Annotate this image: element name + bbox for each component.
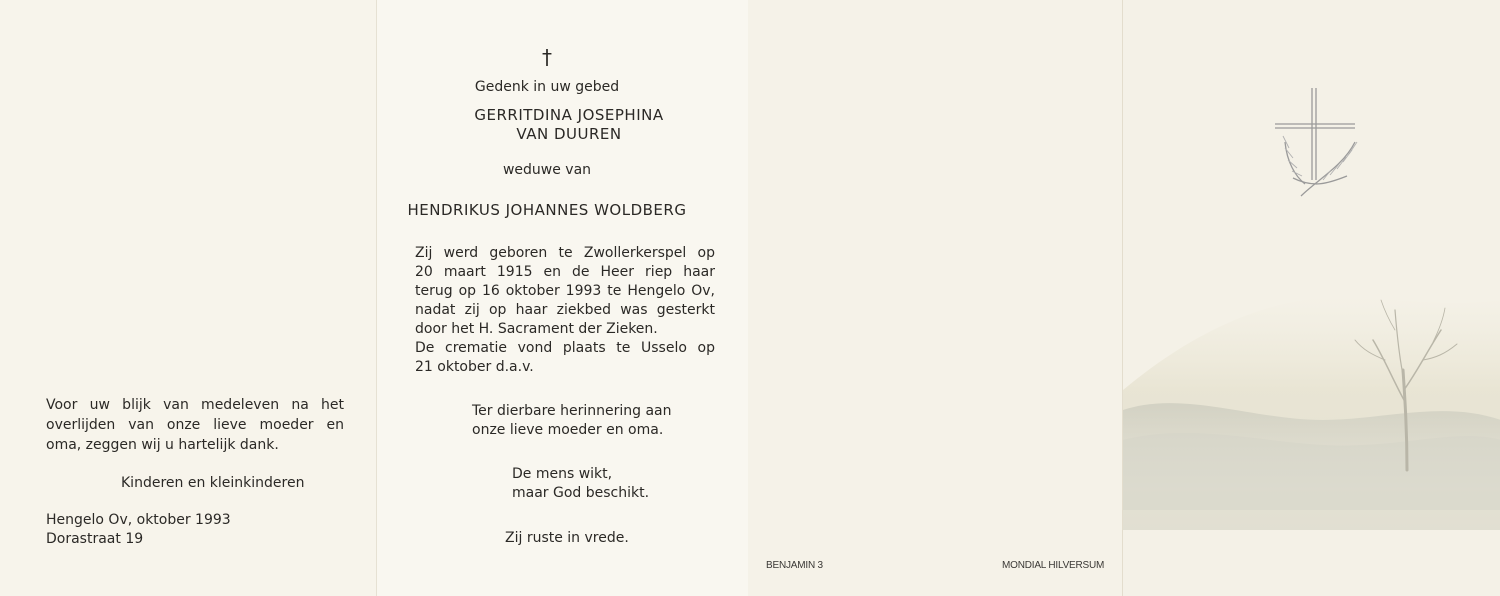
signed-by: Kinderen en kleinkinderen [121, 475, 305, 491]
bio-line-3: terug op 16 oktober 1993 te Hengelo Ov, [415, 283, 715, 299]
bio-line-2: 20 maart 1915 en de Heer riep haar [415, 264, 715, 280]
deceased-name-line-1: GERRITDINA JOSEPHINA [474, 106, 664, 124]
bio-line-5: door het H. Sacrament der Zieken. [415, 321, 658, 337]
model-code: BENJAMIN 3 [766, 560, 823, 571]
memory-line-2: onze lieve moeder en oma. [472, 422, 664, 438]
cross-with-palm-branch-icon [1255, 84, 1375, 204]
inner-blank-panel [748, 0, 1122, 596]
address: Dorastraat 19 [46, 531, 144, 547]
deceased-name-line-2: VAN DUUREN [516, 125, 622, 143]
memory-line-1: Ter dierbare herinnering aan [472, 403, 672, 419]
thanks-line-2: overlijden van onze lieve moeder en [46, 417, 344, 433]
bio-line-4: nadat zij op haar ziekbed was gesterkt [415, 302, 715, 318]
proverb-line-1: De mens wikt, [512, 466, 613, 482]
bio-line-1: Zij werd geboren te Zwollerkerspel op [415, 245, 715, 261]
thanks-line-3: oma, zeggen wij u hartelijk dank. [46, 437, 279, 453]
place-date: Hengelo Ov, oktober 1993 [46, 512, 231, 528]
widow-of: weduwe van [502, 162, 592, 178]
thanks-panel [0, 0, 376, 596]
bio-line-7: 21 oktober d.a.v. [415, 359, 534, 375]
cover-panel [1122, 0, 1500, 596]
obituary-panel [376, 0, 749, 596]
misty-landscape-illustration [1123, 270, 1500, 530]
bio-line-6: De crematie vond plaats te Usselo op [415, 340, 715, 356]
cross-symbol: † [542, 45, 552, 69]
intro-text: Gedenk in uw gebed [474, 79, 620, 95]
spouse-name: HENDRIKUS JOHANNES WOLDBERG [407, 201, 687, 219]
thanks-line-1: Voor uw blijk van medeleven na het [46, 397, 344, 413]
proverb-line-2: maar God beschikt. [512, 485, 650, 501]
printer-name: MONDIAL HILVERSUM [1002, 560, 1105, 571]
closing-text: Zij ruste in vrede. [505, 530, 629, 546]
